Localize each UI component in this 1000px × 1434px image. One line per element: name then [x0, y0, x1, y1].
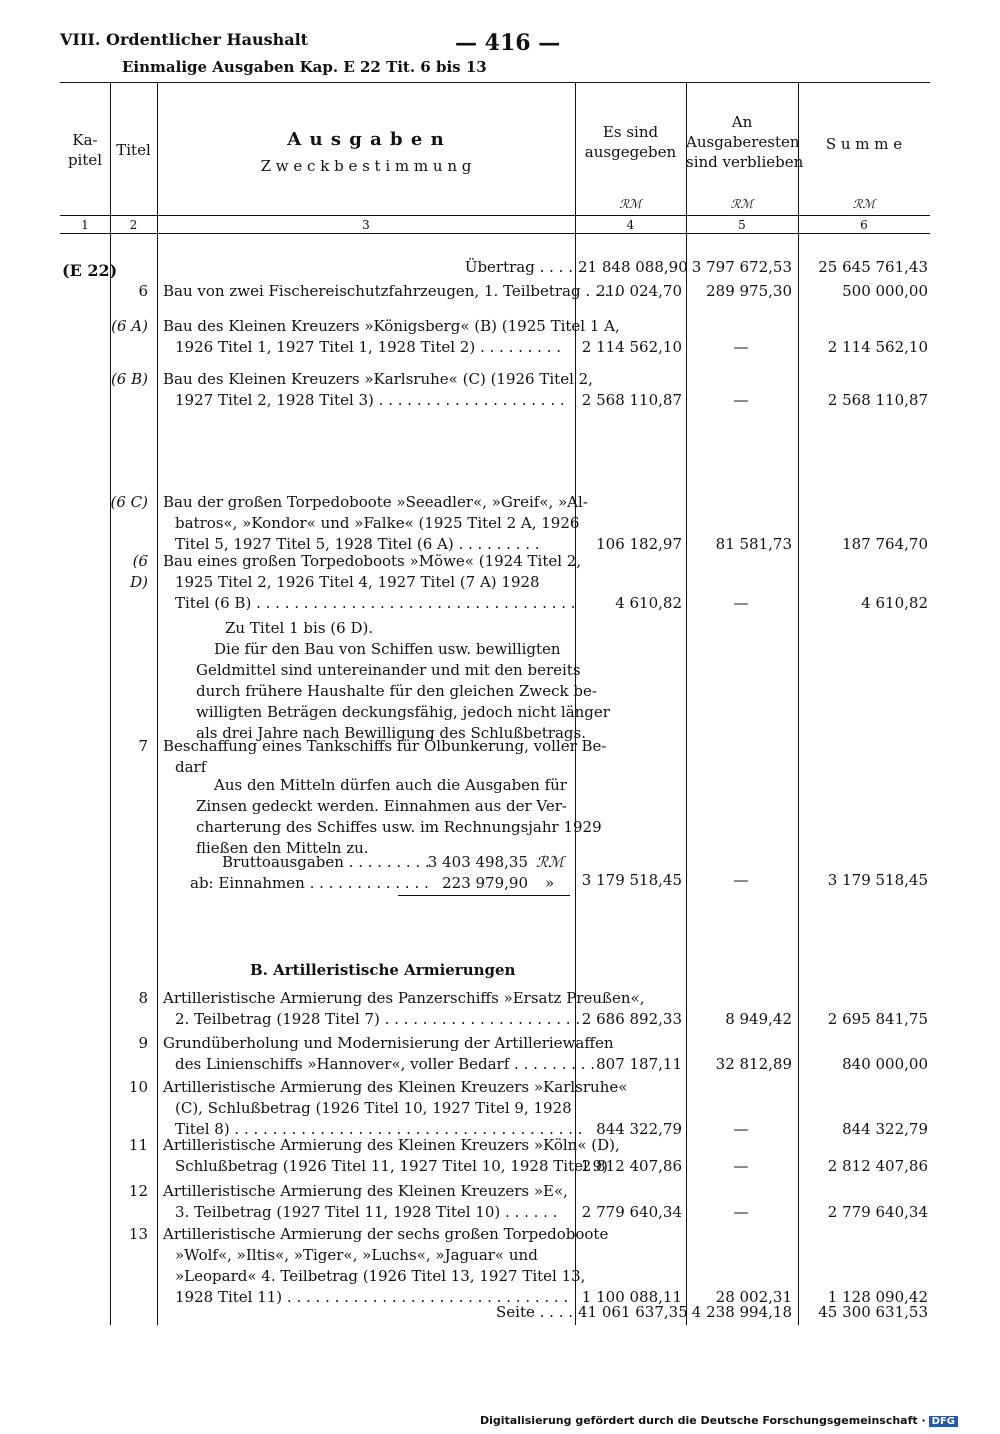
row-titel: (6 C)	[110, 493, 148, 511]
description-line: Artilleristische Armierung des Kleinen Kreuzers »E«,	[163, 1182, 568, 1200]
column-number: 3	[362, 218, 370, 232]
unit-label: ℛℳ	[852, 197, 876, 211]
row-description	[163, 1302, 573, 1323]
description-line: des Linienschiffs »Hannover«, voller Bedarf . . . . . . . . .	[175, 1055, 596, 1073]
column-number: 2	[129, 218, 138, 232]
amount-reste: 289 975,30	[706, 282, 792, 300]
description-line: Titel 8) . . . . . . . . . . . . . . . . . . . . . . . . . . . . . . . . . . . . .	[175, 1120, 583, 1138]
amount-summe: 25 645 761,43	[818, 258, 928, 276]
note-line: Aus den Mitteln dürfen auch die Ausgaben für	[214, 776, 567, 794]
amount-reste: —	[733, 1203, 749, 1221]
row-titel: 13	[128, 1225, 148, 1243]
note-heading: Zu Titel 1 bis (6 D).	[225, 619, 374, 637]
col-divider-2	[157, 83, 158, 1325]
note-line: Geldmittel sind untereinander und mit den bereits	[196, 661, 581, 679]
amount-reste: —	[733, 338, 749, 356]
row-description	[163, 1077, 628, 1140]
description-line: batros«, »Kondor« und »Falke« (1925 Titel 2 A, 1926	[175, 514, 580, 532]
note-zu-titel	[196, 639, 610, 744]
row-description	[163, 1181, 573, 1223]
amount-summe: 500 000,00	[842, 282, 928, 300]
section-header: VIII. Ordentlicher Haushalt	[60, 30, 309, 49]
amount-summe: 4 610,82	[861, 594, 928, 612]
description-line: Seite . . . .	[496, 1303, 573, 1321]
amount-ausgegeben: 2 779 640,34	[581, 1203, 682, 1221]
amount-ausgegeben: 2 568 110,87	[581, 391, 682, 409]
col-kapitel: Ka- pitel	[67, 131, 103, 169]
note-line: willigten Beträgen deckungsfähig, jedoch nicht länger	[196, 703, 610, 721]
description-line: darf	[175, 758, 207, 776]
description-line: Bau von zwei Fischereischutzfahrzeugen, 1. Teilbetrag . . . .	[163, 282, 619, 300]
description-line: Artilleristische Armierung der sechs großen Torpedoboote	[163, 1225, 609, 1243]
col-summe: S u m m e	[825, 135, 903, 153]
description-line: Bau eines großen Torpedoboots »Möwe« (1924 Titel 2,	[163, 552, 582, 570]
amount-ausgegeben: 2 686 892,33	[581, 1010, 682, 1028]
amount-ausgegeben: 844 322,79	[596, 1120, 682, 1138]
einnahmen-value: 223 979,90	[442, 874, 528, 892]
description-line: 1927 Titel 2, 1928 Titel 3) . . . . . . . . . . . . . . . . . . . .	[175, 391, 565, 409]
amount-summe: 3 179 518,45	[827, 871, 928, 889]
row-titel: 9	[138, 1034, 148, 1052]
amount-summe: 2 695 841,75	[827, 1010, 928, 1028]
einnahmen-unit: »	[545, 874, 555, 892]
amount-reste: 8 949,42	[725, 1010, 792, 1028]
header-rule	[60, 215, 930, 216]
description-line: Beschaffung eines Tankschiffs für Ölbunkerung, voller Be-	[163, 737, 607, 755]
amount-summe: 2 779 640,34	[827, 1203, 928, 1221]
amount-reste: —	[733, 391, 749, 409]
page-number: — 416 —	[455, 30, 561, 56]
col-ausgaben: A u s g a b e n	[287, 129, 445, 150]
row-titel: 6	[138, 282, 148, 300]
amount-ausgegeben: 210 024,70	[596, 282, 682, 300]
row-titel: (6 A)	[111, 317, 148, 335]
note-line: durch frühere Haushalte für den gleichen Zweck be-	[196, 682, 597, 700]
note-titel-7	[196, 775, 602, 859]
description-line: Übertrag . . . .	[464, 258, 573, 276]
col-reste: An Ausgaberesten sind verblieben	[686, 113, 804, 171]
dfg-logo: DFG	[929, 1416, 958, 1427]
amount-reste: 4 238 994,18	[691, 1303, 792, 1321]
col-divider-5	[798, 83, 799, 1325]
description-line: Bau der großen Torpedoboote »Seeadler«, »Greif«, »Al-	[163, 493, 588, 511]
description-line: Schlußbetrag (1926 Titel 11, 1927 Titel 10, 1928 Titel 9)	[175, 1157, 608, 1175]
col-ausgegeben: Es sind ausgegeben	[584, 123, 677, 161]
description-line: 3. Teilbetrag (1927 Titel 11, 1928 Titel 10) . . . . . .	[175, 1203, 558, 1221]
brutto-value: 3 403 498,35	[427, 853, 528, 871]
unit-label: ℛℳ	[730, 197, 754, 211]
row-description	[163, 316, 620, 358]
row-description	[163, 369, 593, 411]
row-titel: 11	[128, 1136, 148, 1154]
amount-summe: 187 764,70	[842, 535, 928, 553]
row-description	[163, 281, 619, 302]
row-titel: (6 B)	[110, 370, 148, 388]
description-line: Artilleristische Armierung des Kleinen Kreuzers »Karlsruhe«	[163, 1078, 628, 1096]
description-line: Artilleristische Armierung des Panzerschiffs »Ersatz Preußen«,	[163, 989, 645, 1007]
amount-summe: 2 114 562,10	[827, 338, 928, 356]
amount-reste: 32 812,89	[715, 1055, 792, 1073]
row-description	[163, 257, 573, 278]
amount-reste: 81 581,73	[715, 535, 792, 553]
amount-ausgegeben: 21 848 088,90	[578, 258, 688, 276]
row-titel: 7	[138, 737, 148, 755]
subtotal-rule	[398, 895, 570, 896]
note-line: fließen den Mitteln zu.	[196, 839, 369, 857]
amount-reste: —	[733, 1120, 749, 1138]
description-line: 2. Teilbetrag (1928 Titel 7) . . . . . . . . . . . . . . . . . . . . .	[175, 1010, 581, 1028]
row-titel: 12	[128, 1182, 148, 1200]
table-top-rule	[60, 82, 930, 83]
amount-ausgegeben: 1 100 088,11	[581, 1288, 682, 1306]
amount-ausgegeben: 2 114 562,10	[581, 338, 682, 356]
row-description	[163, 1135, 620, 1177]
column-number: 1	[81, 218, 89, 232]
amount-ausgegeben: 106 182,97	[596, 535, 682, 553]
amount-ausgegeben: 41 061 637,35	[578, 1303, 688, 1321]
row-description	[163, 1033, 614, 1075]
description-line: Grundüberholung und Modernisierung der Artilleriewaffen	[163, 1034, 614, 1052]
amount-summe: 45 300 631,53	[818, 1303, 928, 1321]
description-line: (C), Schlußbetrag (1926 Titel 10, 1927 Titel 9, 1928	[175, 1099, 572, 1117]
footer-credit	[480, 1414, 958, 1427]
amount-ausgegeben: 2 812 407,86	[581, 1157, 682, 1175]
page-subtitle: Einmalige Ausgaben Kap. E 22 Tit. 6 bis 13	[122, 58, 487, 76]
description-line: Titel 5, 1927 Titel 5, 1928 Titel (6 A) . . . . . . . . .	[175, 535, 540, 553]
amount-reste: —	[733, 1157, 749, 1175]
einnahmen-label: ab: Einnahmen . . . . . . . . . . . . .	[190, 874, 429, 892]
note-line: Zinsen gedeckt werden. Einnahmen aus der Ver-	[196, 797, 567, 815]
row-description	[163, 492, 588, 555]
unit-label: ℛℳ	[619, 197, 642, 211]
description-line: 1928 Titel 11) . . . . . . . . . . . . . . . . . . . . . . . . . . . . . .	[175, 1288, 569, 1306]
row-description	[163, 551, 582, 614]
description-line: »Wolf«, »Iltis«, »Tiger«, »Luchs«, »Jaguar« und	[175, 1246, 538, 1264]
amount-reste: 28 002,31	[715, 1288, 792, 1306]
column-number: 4	[626, 218, 635, 232]
amount-reste: —	[733, 594, 749, 612]
colnum-rule	[60, 233, 930, 234]
amount-summe: 2 812 407,86	[827, 1157, 928, 1175]
amount-reste: 3 797 672,53	[691, 258, 792, 276]
note-line: charterung des Schiffes usw. im Rechnungsjahr 1929	[196, 818, 602, 836]
description-line: »Leopard« 4. Teilbetrag (1926 Titel 13, 1927 Titel 13,	[175, 1267, 586, 1285]
column-number: 5	[738, 218, 746, 232]
note-line: als drei Jahre nach Bewilligung des Schlußbetrags.	[196, 724, 586, 742]
column-number: 6	[860, 218, 868, 232]
note-line: Die für den Bau von Schiffen usw. bewilligten	[214, 640, 561, 658]
brutto-unit: ℛℳ	[536, 853, 565, 871]
amount-ausgegeben: 4 610,82	[615, 594, 682, 612]
amount-summe: 840 000,00	[842, 1055, 928, 1073]
footer-text: Digitalisierung gefördert durch die Deutsche Forschungsgemeinschaft ·	[479, 1414, 926, 1427]
row-titel: 8	[138, 989, 148, 1007]
amount-summe: 2 568 110,87	[827, 391, 928, 409]
row-titel: 10	[128, 1078, 148, 1096]
amount-ausgegeben: 3 179 518,45	[581, 871, 682, 889]
section-b-heading: B. Artilleristische Armierungen	[250, 961, 516, 979]
brutto-label: Bruttoausgaben . . . . . . . . .	[222, 853, 430, 871]
description-line: 1925 Titel 2, 1926 Titel 4, 1927 Titel (7 A) 1928	[175, 573, 540, 591]
col-titel: Titel	[116, 141, 151, 159]
description-line: 1926 Titel 1, 1927 Titel 1, 1928 Titel 2) . . . . . . . . .	[175, 338, 562, 356]
amount-ausgegeben: 807 187,11	[596, 1055, 682, 1073]
description-line: Bau des Kleinen Kreuzers »Karlsruhe« (C) (1926 Titel 2,	[163, 370, 593, 388]
description-line: Artilleristische Armierung des Kleinen Kreuzers »Köln« (D),	[163, 1136, 620, 1154]
amount-summe: 844 322,79	[842, 1120, 928, 1138]
amount-summe: 1 128 090,42	[827, 1288, 928, 1306]
col-zweck: Z w e c k b e s t i m m u n g	[260, 157, 472, 175]
row-titel: (6 D)	[130, 552, 148, 591]
row-description	[163, 1224, 609, 1308]
description-line: Bau des Kleinen Kreuzers »Königsberg« (B) (1925 Titel 1 A,	[163, 317, 620, 335]
description-line: Titel (6 B) . . . . . . . . . . . . . . . . . . . . . . . . . . . . . . . . . .	[175, 594, 576, 612]
kapitel-label: (E 22)	[62, 261, 118, 280]
amount-reste: —	[733, 871, 749, 889]
